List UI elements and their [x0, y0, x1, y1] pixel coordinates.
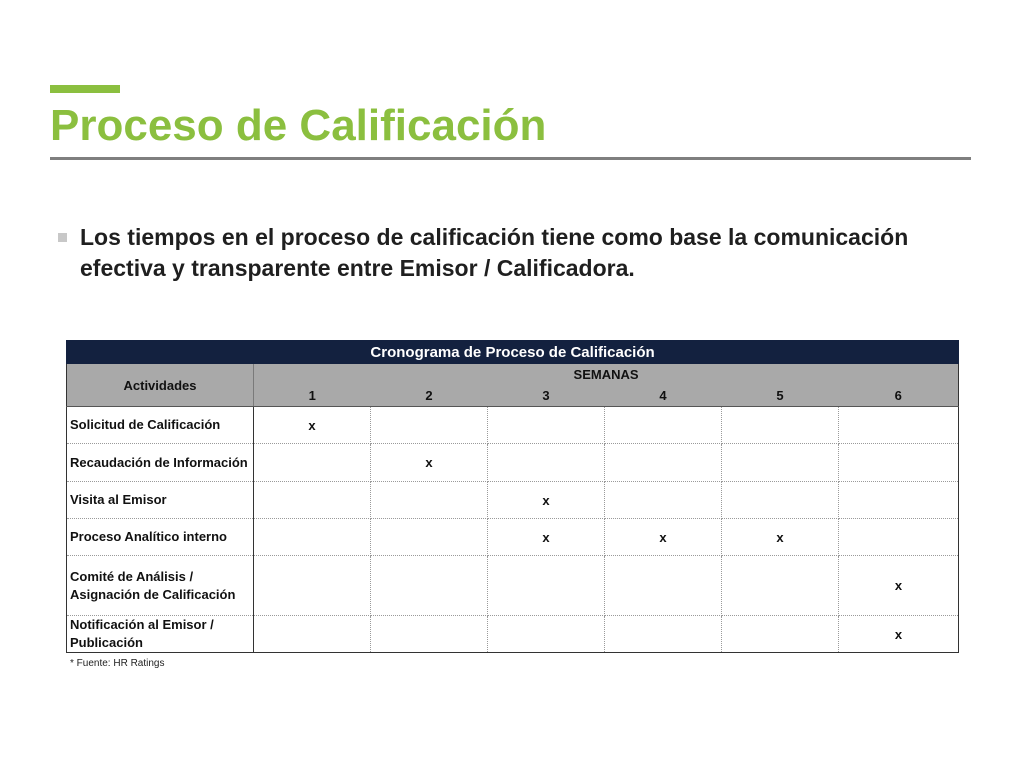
bullet-point [58, 222, 958, 284]
week-cell [605, 556, 722, 616]
week-cell: x [371, 444, 488, 482]
week-header: 6 [839, 385, 959, 407]
activity-cell: Recaudación de Información [67, 444, 254, 482]
week-cell [839, 482, 959, 519]
title-divider [50, 157, 971, 160]
week-cell [605, 616, 722, 653]
week-cell [605, 407, 722, 444]
week-cell [722, 616, 839, 653]
table-row [67, 482, 959, 519]
week-header: 2 [371, 385, 488, 407]
activity-cell: Visita al Emisor [67, 482, 254, 519]
activity-cell: Solicitud de Calificación [67, 407, 254, 444]
bullet-text: Los tiempos en el proceso de calificación tiene como base la comunicación efectiva y transparente entre Emisor / Calificadora. [80, 224, 909, 281]
week-cell [722, 556, 839, 616]
week-cell: x [839, 616, 959, 653]
week-cell: x [605, 519, 722, 556]
week-cell [839, 444, 959, 482]
slide-title: Proceso de Calificación [50, 101, 547, 150]
activities-header: Actividades [67, 364, 254, 407]
week-cell [371, 556, 488, 616]
table-row [67, 616, 959, 653]
week-cell [254, 444, 371, 482]
source-footnote: * Fuente: HR Ratings [70, 658, 165, 669]
table-row [67, 444, 959, 482]
week-cell [254, 482, 371, 519]
week-cell: x [722, 519, 839, 556]
week-header: 3 [488, 385, 605, 407]
activity-cell: Notificación al Emisor / Publicación [67, 616, 254, 653]
weeks-header: SEMANAS [254, 364, 959, 386]
schedule-table [66, 340, 959, 653]
week-cell: x [488, 482, 605, 519]
week-cell [254, 519, 371, 556]
week-cell [605, 444, 722, 482]
week-header: 1 [254, 385, 371, 407]
week-cell [605, 482, 722, 519]
week-cell: x [839, 556, 959, 616]
title-accent-bar [50, 85, 120, 93]
week-cell [722, 482, 839, 519]
week-header: 5 [722, 385, 839, 407]
week-cell [722, 444, 839, 482]
activity-cell: Proceso Analítico interno [67, 519, 254, 556]
activity-cell: Comité de Análisis / Asignación de Calificación [67, 556, 254, 616]
week-cell [839, 407, 959, 444]
table-row [67, 556, 959, 616]
table-row [67, 519, 959, 556]
week-cell [371, 519, 488, 556]
week-cell [488, 556, 605, 616]
week-cell [371, 616, 488, 653]
week-cell [371, 407, 488, 444]
week-cell [488, 407, 605, 444]
week-cell [371, 482, 488, 519]
week-cell [488, 444, 605, 482]
week-cell: x [488, 519, 605, 556]
week-cell: x [254, 407, 371, 444]
week-cell [488, 616, 605, 653]
week-cell [254, 616, 371, 653]
week-cell [839, 519, 959, 556]
week-header: 4 [605, 385, 722, 407]
week-cell [722, 407, 839, 444]
table-row [67, 407, 959, 444]
square-bullet-icon [58, 233, 67, 242]
week-cell [254, 556, 371, 616]
table-caption: Cronograma de Proceso de Calificación [67, 341, 959, 364]
